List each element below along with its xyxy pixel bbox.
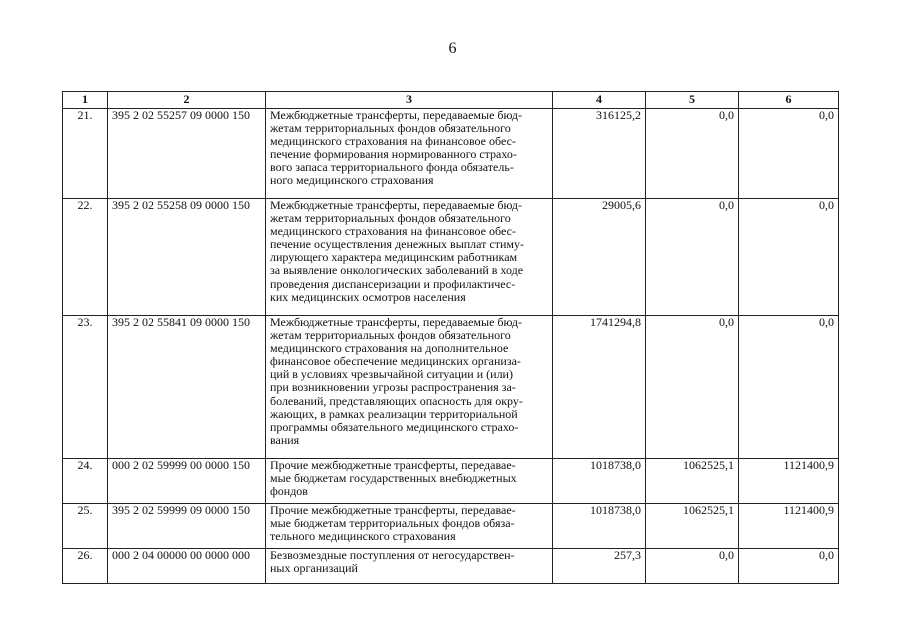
description-line: ций в условиях чрезвычайной ситуации и (или) (270, 367, 513, 382)
description-line: жетам территориальных фондов обязательного (270, 328, 511, 343)
description-line: ких медицинских осмотров населения (270, 289, 466, 304)
row-number: 22. (63, 199, 108, 316)
header-col-5: 5 (646, 92, 739, 109)
description-line: Межбюджетные трансферты, передаваемые бюд- (270, 108, 522, 122)
budget-code: 395 2 02 55841 09 0000 150 (108, 316, 266, 459)
value-col-4: 1018738,0 (553, 504, 646, 549)
description-line: проведения диспансеризации и профилактичес- (270, 276, 516, 291)
value-col-6: 0,0 (739, 316, 839, 459)
value-col-6: 0,0 (739, 549, 839, 584)
description-line: Межбюджетные трансферты, передаваемые бюд- (270, 315, 522, 329)
value-col-6: 1121400,9 (739, 459, 839, 504)
row-description (266, 549, 553, 584)
table-row (63, 109, 839, 199)
description-line: медицинского страхования на дополнительное (270, 341, 509, 356)
header-col-2: 2 (108, 92, 266, 109)
description-line: вания (270, 432, 300, 447)
budget-code: 000 2 02 59999 00 0000 150 (108, 459, 266, 504)
description-line: Прочие межбюджетные трансферты, передавае- (270, 458, 516, 472)
value-col-5: 0,0 (646, 109, 739, 199)
row-description (266, 459, 553, 504)
description-line: медицинского страхования на финансовое обес- (270, 224, 516, 239)
description-line: печение осуществления денежных выплат стиму- (270, 237, 525, 252)
table-row (63, 199, 839, 316)
description-line: мые бюджетам территориальных фондов обяза- (270, 516, 515, 531)
value-col-4: 29005,6 (553, 199, 646, 316)
row-description (266, 504, 553, 549)
description-line: Прочие межбюджетные трансферты, передавае- (270, 503, 516, 517)
description-line: ных организаций (270, 561, 358, 576)
value-col-4: 1018738,0 (553, 459, 646, 504)
header-col-4: 4 (553, 92, 646, 109)
row-description (266, 109, 553, 199)
value-col-5: 0,0 (646, 316, 739, 459)
budget-code: 395 2 02 59999 09 0000 150 (108, 504, 266, 549)
row-number: 26. (63, 549, 108, 584)
description-line: при возникновении угрозы распространения за- (270, 380, 516, 395)
row-number: 24. (63, 459, 108, 504)
budget-code: 000 2 04 00000 00 0000 000 (108, 549, 266, 584)
value-col-6: 0,0 (739, 199, 839, 316)
budget-revenue-table (62, 91, 839, 584)
description-line: программы обязательного медицинского страхо- (270, 419, 519, 434)
description-line: болеваний, представляющих опасность для окру- (270, 393, 523, 408)
description-line: финансовое обеспечение медицинских организа- (270, 354, 521, 369)
row-description (266, 199, 553, 316)
value-col-5: 0,0 (646, 199, 739, 316)
description-line: Безвозмездные поступления от негосударствен- (270, 548, 515, 562)
value-col-5: 1062525,1 (646, 504, 739, 549)
description-line: медицинского страхования на финансовое обес- (270, 134, 516, 149)
description-line: жающих, в рамках реализации территориальной (270, 406, 518, 421)
row-number: 25. (63, 504, 108, 549)
value-col-5: 1062525,1 (646, 459, 739, 504)
budget-code: 395 2 02 55257 09 0000 150 (108, 109, 266, 199)
table-row (63, 459, 839, 504)
header-col-6: 6 (739, 92, 839, 109)
value-col-6: 1121400,9 (739, 504, 839, 549)
table-header-row (63, 92, 839, 109)
value-col-4: 257,3 (553, 549, 646, 584)
description-line: вого запаса территориального фонда обязатель- (270, 160, 514, 175)
description-line: лирующего характера медицинским работникам (270, 250, 518, 265)
description-line: Межбюджетные трансферты, передаваемые бюд- (270, 198, 522, 212)
description-line: жетам территориальных фондов обязательного (270, 121, 511, 136)
description-line: за выявление онкологических заболеваний в ходе (270, 263, 524, 278)
value-col-5: 0,0 (646, 549, 739, 584)
row-number: 23. (63, 316, 108, 459)
row-description (266, 316, 553, 459)
page-number: 6 (448, 40, 457, 57)
value-col-4: 1741294,8 (553, 316, 646, 459)
description-line: печение формирования нормированного страхо- (270, 147, 517, 162)
value-col-4: 316125,2 (553, 109, 646, 199)
row-number: 21. (63, 109, 108, 199)
header-col-1: 1 (63, 92, 108, 109)
value-col-6: 0,0 (739, 109, 839, 199)
table-row (63, 316, 839, 459)
table-row (63, 549, 839, 584)
header-col-3: 3 (266, 92, 553, 109)
description-line: мые бюджетам государственных внебюджетных (270, 471, 517, 486)
description-line: жетам территориальных фондов обязательного (270, 211, 511, 226)
description-line: ного медицинского страхования (270, 173, 434, 188)
description-line: фондов (270, 484, 308, 499)
description-line: тельного медицинского страхования (270, 529, 456, 544)
budget-code: 395 2 02 55258 09 0000 150 (108, 199, 266, 316)
table-row (63, 504, 839, 549)
